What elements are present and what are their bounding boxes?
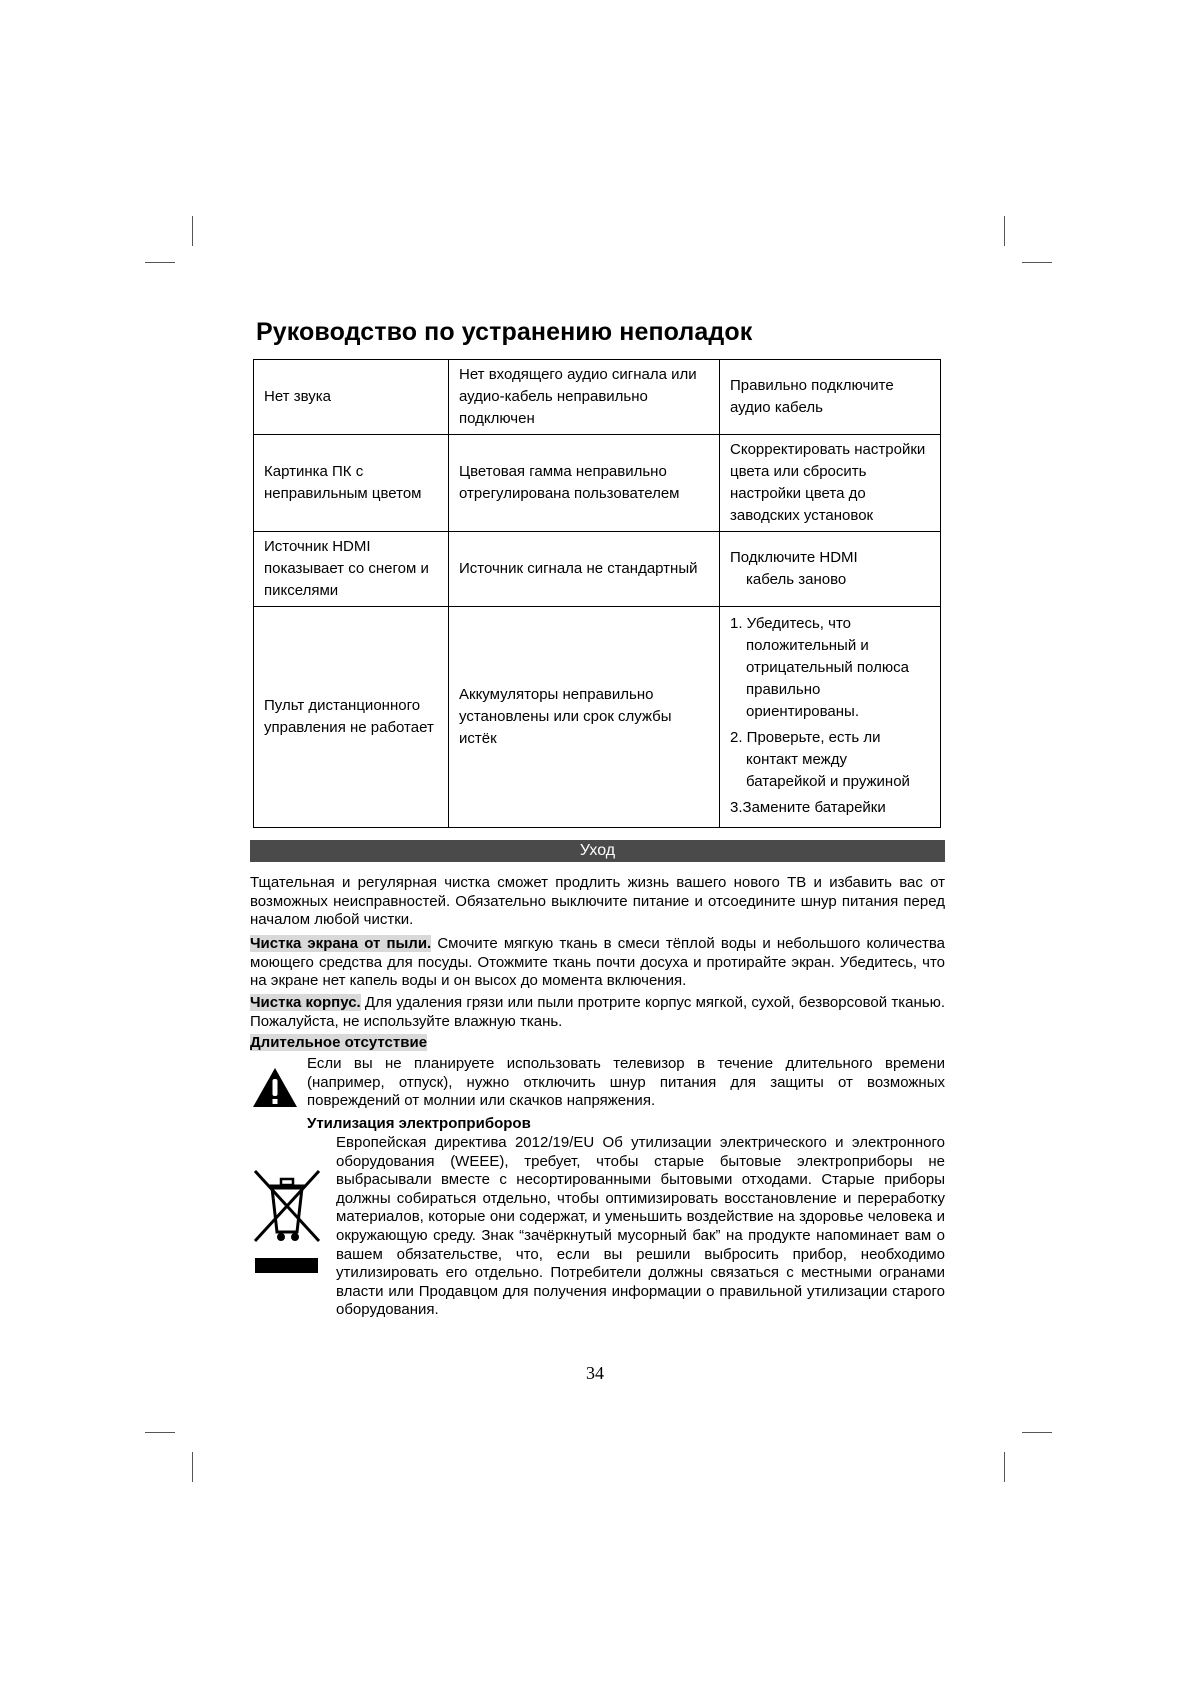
cause-cell: Аккумуляторы неправильно установлены или срок службы истёк xyxy=(449,607,720,828)
disposal-heading: Утилизация электроприборов xyxy=(307,1115,531,1132)
page-title: Руководство по устранению неполадок xyxy=(256,318,753,346)
solution-cell xyxy=(720,532,941,607)
screen-cleaning-paragraph xyxy=(250,935,945,991)
problem-cell: Источник HDMI показывает со снегом и пикселями xyxy=(254,532,449,607)
problem-cell: Картинка ПК с неправильным цветом xyxy=(254,435,449,532)
solution-cell: Скорректировать настройки цвета или сбросить настройки цвета до заводских установок xyxy=(720,435,941,532)
cause-cell: Источник сигнала не стандартный xyxy=(449,532,720,607)
problem-cell: Нет звука xyxy=(254,360,449,435)
weee-underline-bar xyxy=(255,1258,318,1273)
disposal-paragraph: Европейская директива 2012/19/EU Об утилизации электрического и электронного оборудования (WEEE), требует, чтобы старые бытовые электроприборы не выбрасывали вместе с несортированными бытовыми отходами. Старые приборы должны собираться отдельно, чтобы оптимизировать восстановление и переработку материалов, которые они содержат, и уменьшить воздействие на здоровье человека и окружающую среду. Знак “зачёркнутый мусорный бак” на продукте напоминает вам о вашем обязательстве, что, если вы решили выбросить прибор, необходимо утилизировать его отдельно. Потребители должны связаться с местными огранами власти или Продавцом для получения информации о правильной утилизации старого оборудования. xyxy=(336,1134,945,1319)
absence-heading: Длительное отсутствие xyxy=(250,1034,428,1051)
crop-mark xyxy=(145,262,175,263)
screen-cleaning-text: Смочите мягкую ткань в смеси тёплой воды и небольшого количества моющего средства для посуды. Отожмите ткань почти досуха и протирайте экран. Убедитесь, что на экране нет капель воды и он высох до момента включения. xyxy=(250,935,945,990)
crop-mark xyxy=(1004,1452,1005,1482)
section-header-care: Уход xyxy=(250,840,945,862)
page-number: 34 xyxy=(586,1363,604,1383)
troubleshooting-table xyxy=(253,359,941,828)
crop-mark xyxy=(1022,262,1052,263)
absence-paragraph: Если вы не планируете использовать телевизор в течение длительного времени (например, отпуск), нужно отключить шнур питания для защиты от возможных повреждений от молнии или скачков напряжения. xyxy=(307,1055,945,1110)
table-row xyxy=(254,360,941,435)
case-cleaning-label: Чистка корпус. xyxy=(250,994,361,1011)
crop-mark xyxy=(145,1432,175,1433)
crossed-out-bin-icon xyxy=(250,1166,324,1246)
table-row xyxy=(254,532,941,607)
solution-steps xyxy=(730,613,930,819)
crop-mark xyxy=(192,216,193,246)
table-row xyxy=(254,607,941,828)
crop-mark xyxy=(192,1452,193,1482)
solution-line: Подключите HDMI xyxy=(730,549,858,566)
list-item: 2. Проверьте, есть ли контакт между батарейкой и пружиной xyxy=(730,729,910,790)
case-cleaning-paragraph xyxy=(250,994,945,1031)
solution-cell xyxy=(720,607,941,828)
solution-line: кабель заново xyxy=(746,571,847,588)
warning-triangle-icon xyxy=(252,1066,298,1108)
cause-cell: Цветовая гамма неправильно отрегулирована пользователем xyxy=(449,435,720,532)
crop-mark xyxy=(1022,1432,1052,1433)
case-cleaning-text: Для удаления грязи или пыли протрите корпус мягкой, сухой, безворсовой тканью. Пожалуйста, не используйте влажную ткань. xyxy=(250,994,945,1030)
care-intro: Тщательная и регулярная чистка сможет продлить жизнь вашего нового ТВ и избавить вас от возможных неисправностей. Обязательно выключите питание и отсоедините шнур питания перед началом любой чистки. xyxy=(250,874,945,929)
list-item: 3.Замените батарейки xyxy=(730,799,886,816)
screen-cleaning-label: Чистка экрана от пыли. xyxy=(250,935,432,952)
cause-cell: Нет входящего аудио сигнала или аудио-кабель неправильно подключен xyxy=(449,360,720,435)
solution-cell: Правильно подключите аудио кабель xyxy=(720,360,941,435)
problem-cell: Пульт дистанционного управления не работает xyxy=(254,607,449,828)
table-row xyxy=(254,435,941,532)
crop-mark xyxy=(1004,216,1005,246)
list-item: 1. Убедитесь, что положительный и отрицательный полюса правильно ориентированы. xyxy=(730,615,909,720)
